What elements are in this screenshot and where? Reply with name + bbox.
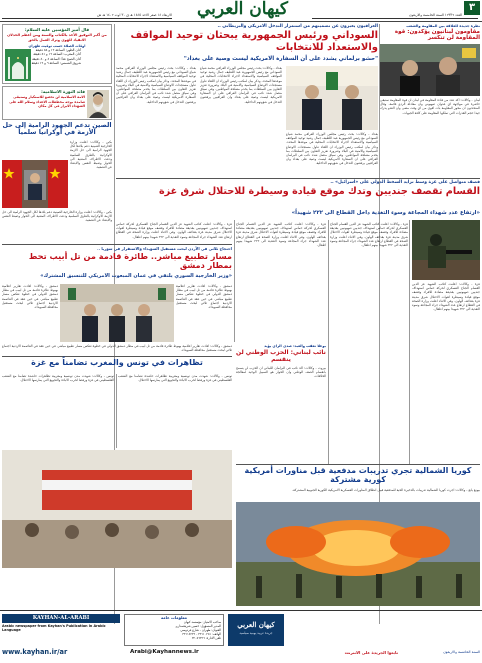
- footer-email[interactable]: Arabi@Kayhannews.ir: [130, 649, 199, 655]
- quote-box: [2, 24, 112, 84]
- footer-brand: KAYHAN-AL-ARABI: [2, 614, 120, 623]
- lebanon-headline: نائب لبناني: الحزب الوطني لن ينقسم: [236, 349, 326, 363]
- prayer-time-2: آذان المغرب: الساعة ١٩ و ٥١ دقيقة: [33, 52, 81, 57]
- lebanon-body: بيروت - وكالات: اكد نائب في البرلمان اللبناني ان الحزب لن يسمح بانقسام الصف الوطني وان الحوار هو السبيل الوحيد لمعالجة الخلافات.: [236, 366, 326, 379]
- china-headline: الصين تدعم الجهود الرامية إلى حل الأزمة في أوكرانيا سلمياً: [2, 121, 112, 137]
- gaza-body-4: غزة - وكالات: اعلنت كتائب الشهيد عز الدين القسام الجناح العسكري لحركة حماس استهداف جنديين صهيونيين بقذيفة مضادة للافراد وقصف موقع قيادة وسيطرة لقوات الاحتلال شرق مدينة غزة بقذائف الهاون. وفي الاثناء اعلنت وزارة الصحة في القطاع ارتفاع عدد الشهداء جراء المجاعة وسوء التغذية الى ٢٢٢ شهيدا بينهم اطفال.: [116, 222, 232, 239]
- mosque-icon: [5, 49, 31, 81]
- masthead-rule-right: [312, 18, 478, 19]
- leader-box-body: الامة الاسلامية لن تخضع للاستكبار وستبقى صامدة بوجه مخططات الاعداء وسلام الله على الشهداء الابرار في كل مكان: [9, 95, 85, 109]
- syria-body-1: دمشق - وكالات: افادت تقارير اعلامية بهبوط طائرة قادمة من تل ابيب في مطار دمشق الدولي في خطوة تعكس مسار تطبيع مباشر. في حين عقد في العاصمة الاردنية اجتماع ثلاثي لبحث مستقبل محافظة السويداء.: [176, 284, 232, 310]
- main-subhead: "حشو برلماني يشدد على أن السفارة الامريكية ليست وصية على بغداد": [183, 56, 378, 62]
- prayer-time-1: آذان الظهر: الساعة ١٢ و ٥٨ دقيقة: [35, 48, 81, 53]
- footer-logo-sub: جريدة عربية يومية سياسية: [239, 631, 273, 635]
- footer-brand-desc: Arabic newspaper from Kayhan's Publication in Arabic Language: [2, 624, 106, 633]
- quote-title: قال أمير المؤمنين عليه السلام:: [24, 27, 90, 32]
- syria-subhead: «وزير الخارجية السوري يلتقي في عمان المبعوث الامريكي للتنسيق المشترك»: [40, 273, 232, 279]
- leader-portrait: [87, 90, 109, 118]
- col-rule-5: [234, 220, 235, 342]
- china-photo: [2, 160, 68, 208]
- date-line: الاربعاء ١٤ صفر الاحد ١٤٤٥ هـ ق ٣٠ اوت ١٤٠٢ هـ ش: [97, 13, 172, 17]
- syria-body-2: دمشق - وكالات: افادت تقارير اعلامية بهبوط طائرة قادمة من تل ابيب في مطار دمشق الدولي في خطوة تعكس مسار تطبيع مباشر. في حين عقد في العاصمة الاردنية اجتماع ثلاثي لبحث مستقبل محافظة السويداء.: [2, 284, 58, 310]
- footer-info-4: الهاتف: ٣٣١١٠٢٥١ - ٣٣١١٤٢٢٩: [182, 632, 221, 636]
- leader-box: [2, 86, 112, 120]
- syria-top-rule: [2, 244, 232, 245]
- tunisia-headline: تظاهرات في تونس والمغرب تضامناً مع غزة: [31, 358, 203, 367]
- footer-info-box: [124, 614, 224, 646]
- gaza-body-2: غزة - وكالات: اعلنت كتائب الشهيد عز الدين القسام الجناح العسكري لحركة حماس استهداف جنديين صهيونيين بقذيفة مضادة للافراد وقصف موقع قيادة وسيطرة لقوات الاحتلال شرق مدينة غزة بقذائف الهاون. وفي الاثناء اعلنت وزارة الصحة في القطاع ارتفاع عدد الشهداء جراء المجاعة وسوء التغذية الى ٢٢٢ شهيدا بينهم اطفال.: [330, 222, 408, 248]
- col-rule-3: [409, 220, 410, 465]
- masthead-logo: كيهان العربي: [196, 0, 289, 19]
- leader-box-title: قائد الثورة الاسلامية:: [41, 89, 85, 94]
- footer-follow: تابعوا الجريدة على الانترنت: [344, 650, 398, 655]
- footer: [0, 612, 482, 663]
- tunisia-top-rule: [2, 356, 232, 357]
- gaza-photo: [412, 220, 480, 280]
- syria-body-3: دمشق - وكالات: افادت تقارير اعلامية بهبوط طائرة قادمة من تل ابيب في مطار دمشق الدولي في خطوة تعكس مسار تطبيع مباشر. في حين عقد في العاصمة الاردنية اجتماع ثلاثي لبحث مستقبل محافظة السويداء.: [2, 344, 232, 353]
- china-body-2: [2, 210, 112, 238]
- syria-kicker: احتجاج ثلاثي في الأردن لبحث مستقبل السويداء والاستقرار في سوريا ..: [97, 246, 232, 251]
- gaza-headline: القسام تقصف جنديين وتدك موقع قيادة وسيطرة للاحتلال شرق غزة: [158, 186, 480, 197]
- china-body-continued: بكين - وكالات: اعلنت وزارة الخارجية الصينية دعم بلادها لكل الجهود الرامية الى حل الازمة الاوكرانية بالطرق السلمية ودعت الاطراف المعنية الى الحوار وضبط النفس والابتعاد عن التصعيد.: [2, 210, 112, 223]
- korea-headline: كوريا الشمالية تجري تدريبات مدفعية قبل مناورات أمريكية كورية مشتركة: [244, 466, 472, 485]
- korea-top-rule: [236, 464, 480, 465]
- main-body-col3: بغداد - وكالات: بحث رئيس مجلس الوزراء العراقي محمد شياع السوداني مع رئيس الجمهورية عبد اللطيف جمال رشيد توحيد المواقف السياسية والاستعداد لاجراء الانتخابات المحلية في موعدها المحدد. وذكر بيان لمكتب رئيس الوزراء ان اللقاء تناول مستجدات الاوضاع السياسية والامنية في البلاد وضرورة تعزيز التعاون بين السلطات بما يخدم مصلحة المواطنين. وفي سياق متصل شدد نائب في البرلمان العراقي على ان السفارة الامريكية ليست وصية على بغداد وان العراقيين يرفضون التدخل في شؤونهم الداخلية.: [116, 66, 196, 104]
- right-photo: [380, 44, 480, 96]
- gaza-top-rule: [116, 178, 480, 179]
- page-number: ٣: [464, 1, 480, 15]
- masthead-bottom-rule: [0, 21, 482, 22]
- col-rule-6: [116, 374, 117, 448]
- footer-info-2: المدير المسؤول: حسين شريعتمداري: [175, 624, 221, 628]
- tunisia-body-1: تونس - وكالات: شهدت مدن تونسية ومغربية تظاهرات حاشدة تضامنا مع الشعب الفلسطيني في غزة ورفضا لحرب الابادة والتجويع التي يمارسها الاحتلال.: [118, 374, 232, 383]
- right-body: لبنان - وكالات: اكد عدد من قادة المقاومة في لبنان ان قوة المقاومة ستبقى حاضرة في مواجهة اي عدوان صهيوني وان معادلة الردع قائمة. وقال المتحدثون ان محور المقاومة بات اقوى من اي وقت مضى وان العدو يدرك جيدا حجم القدرات التي تملكها المقاومة على كافة الجبهات.: [380, 98, 480, 115]
- main-headline: السوداني ورئيس الجمهورية يبحثان توحيد المواقف والاستعداد للانتخابات: [130, 30, 378, 53]
- syria-headline: مسار تطبيع مباشر.. طائرة قادمة من تل أبيب تحط بمطار دمشق: [28, 251, 232, 271]
- footer-logo: كيهان العربي: [237, 620, 275, 629]
- gaza-body-3: غزة - وكالات: اعلنت كتائب الشهيد عز الدين القسام الجناح العسكري لحركة حماس استهداف جنديين صهيونيين بقذيفة مضادة للافراد وقصف موقع قيادة وسيطرة لقوات الاحتلال شرق مدينة غزة بقذائف الهاون. وفي الاثناء اعلنت وزارة الصحة في القطاع ارتفاع عدد الشهداء جراء المجاعة وسوء التغذية الى ٢٢٢ شهيدا بينهم اطفال.: [236, 222, 326, 248]
- main-photo: [286, 66, 378, 130]
- footer-info-5: تلفن الادارة: ٢٢٠٥٦٢٢٦: [191, 636, 221, 640]
- page-info: العدد ١٢٣٣٦ السنة الخامسة والاربعون: [409, 13, 462, 17]
- prayer-time-4: شروق الشمس: الساعة ٦ و ١٩ دقيقة: [31, 60, 81, 65]
- prayer-times-title: اوقات الصلاة حسب توقيت طهران: [28, 44, 86, 49]
- main-body-col1: بغداد - وكالات: بحث رئيس مجلس الوزراء العراقي محمد شياع السوداني مع رئيس الجمهورية عبد اللطيف جمال رشيد توحيد المواقف السياسية والاستعداد لاجراء الانتخابات المحلية في موعدها المحدد. وذكر بيان لمكتب رئيس الوزراء ان اللقاء تناول مستجدات الاوضاع السياسية والامنية في البلاد وضرورة تعزيز التعاون بين السلطات بما يخدم مصلحة المواطنين. وفي سياق متصل شدد نائب في البرلمان العراقي على ان السفارة الامريكية ليست وصية على بغداد وان العراقيين يرفضون التدخل في شؤونهم الداخلية.: [286, 132, 378, 166]
- quote-body: من أكبر التوفيق الأخذ بالكتاب والسنة ومن أعظم الخذلان الانقياد للهوى وترك العمل بالحق: [7, 33, 107, 42]
- col-rule-4: [328, 220, 329, 465]
- masthead: [0, 0, 482, 22]
- footer-top-rule: [0, 610, 482, 611]
- prayer-time-3: آذان الصبح غداً: الساعة ٤ و ٤٠ دقيقة: [32, 56, 81, 61]
- gaza-body-1: غزة - وكالات: اعلنت كتائب الشهيد عز الدين القسام الجناح العسكري لحركة حماس استهداف جنديين صهيونيين بقذيفة مضادة للافراد وقصف موقع قيادة وسيطرة لقوات الاحتلال شرق مدينة غزة بقذائف الهاون. وفي الاثناء اعلنت وزارة الصحة في القطاع ارتفاع عدد الشهداء جراء المجاعة وسوء التغذية الى ٢٢٢ شهيدا بينهم اطفال.: [412, 282, 480, 312]
- masthead-rule-left: [2, 18, 172, 19]
- footer-info-3: العنوان: طهران - شارع فردوسي: [180, 628, 221, 632]
- lebanon-kicker: بوعلا تعقب والعبد: صدى الراي يؤيد: [264, 344, 326, 348]
- tunisia-photo: [2, 450, 232, 568]
- main-body-col2: بغداد - وكالات: بحث رئيس مجلس الوزراء العراقي محمد شياع السوداني مع رئيس الجمهورية عبد اللطيف جمال رشيد توحيد المواقف السياسية والاستعداد لاجراء الانتخابات المحلية في موعدها المحدد. وذكر بيان لمكتب رئيس الوزراء ان اللقاء تناول مستجدات الاوضاع السياسية والامنية في البلاد وضرورة تعزيز التعاون بين السلطات بما يخدم مصلحة المواطنين. وفي سياق متصل شدد نائب في البرلمان العراقي على ان السفارة الامريكية ليست وصية على بغداد وان العراقيين يرفضون التدخل في شؤونهم الداخلية.: [200, 66, 282, 104]
- gaza-subhead: «ارتفاع عدد شهداء المجاعة وسوء التغذية داخل القطاع الى ٢٢٢ شهيداً»: [291, 210, 480, 216]
- footer-extra: السنة الخامسة والاربعون: [443, 650, 480, 654]
- footer-website[interactable]: www.kayhan.ir/ar: [2, 648, 68, 656]
- footer-info-title: معلومات عامة: [160, 615, 187, 620]
- right-kicker: نظرة جديدة للعلاقة بين المقاومة والشعب: [406, 24, 480, 28]
- korea-photo: [236, 502, 480, 606]
- china-body: بكين - وكالات: اعلنت وزارة الخارجية الصينية دعم بلادها لكل الجهود الرامية الى حل الازمة الاوكرانية بالطرق السلمية ودعت الاطراف المعنية الى الحوار وضبط النفس والابتعاد عن التصعيد.: [70, 140, 112, 170]
- korea-body: بيونغ يانغ - وكالات: اجرت كوريا الشمالية تدريبات بالذخيرة الحية للمدفعية قبيل انطلاق المناورات العسكرية الامريكية الكورية الجنوبية المشتركة.: [292, 488, 480, 492]
- syria-photo: [60, 284, 174, 342]
- right-headline: مقاومون لبنانيون يؤكدون: قوة المقاومة لن تنكسر: [394, 29, 480, 42]
- gaza-kicker: قصف متواصل على غزة وسط تزايد السخط الدولي على «اسرائيل» ..: [330, 180, 480, 185]
- tunisia-body-2: تونس - وكالات: شهدت مدن تونسية ومغربية تظاهرات حاشدة تضامنا مع الشعب الفلسطيني في غزة ورفضا لحرب الابادة والتجويع التي يمارسها الاحتلال.: [2, 374, 114, 383]
- right-column: [380, 24, 480, 188]
- main-kicker: العراقيون يعبرون عن تضمينهم من استمرار التدخل الامريكي والبريطاني ..: [217, 24, 378, 29]
- footer-logo-box: [228, 614, 284, 646]
- footer-info-1: صاحب الامتياز: مؤسسة كيهان: [183, 620, 221, 624]
